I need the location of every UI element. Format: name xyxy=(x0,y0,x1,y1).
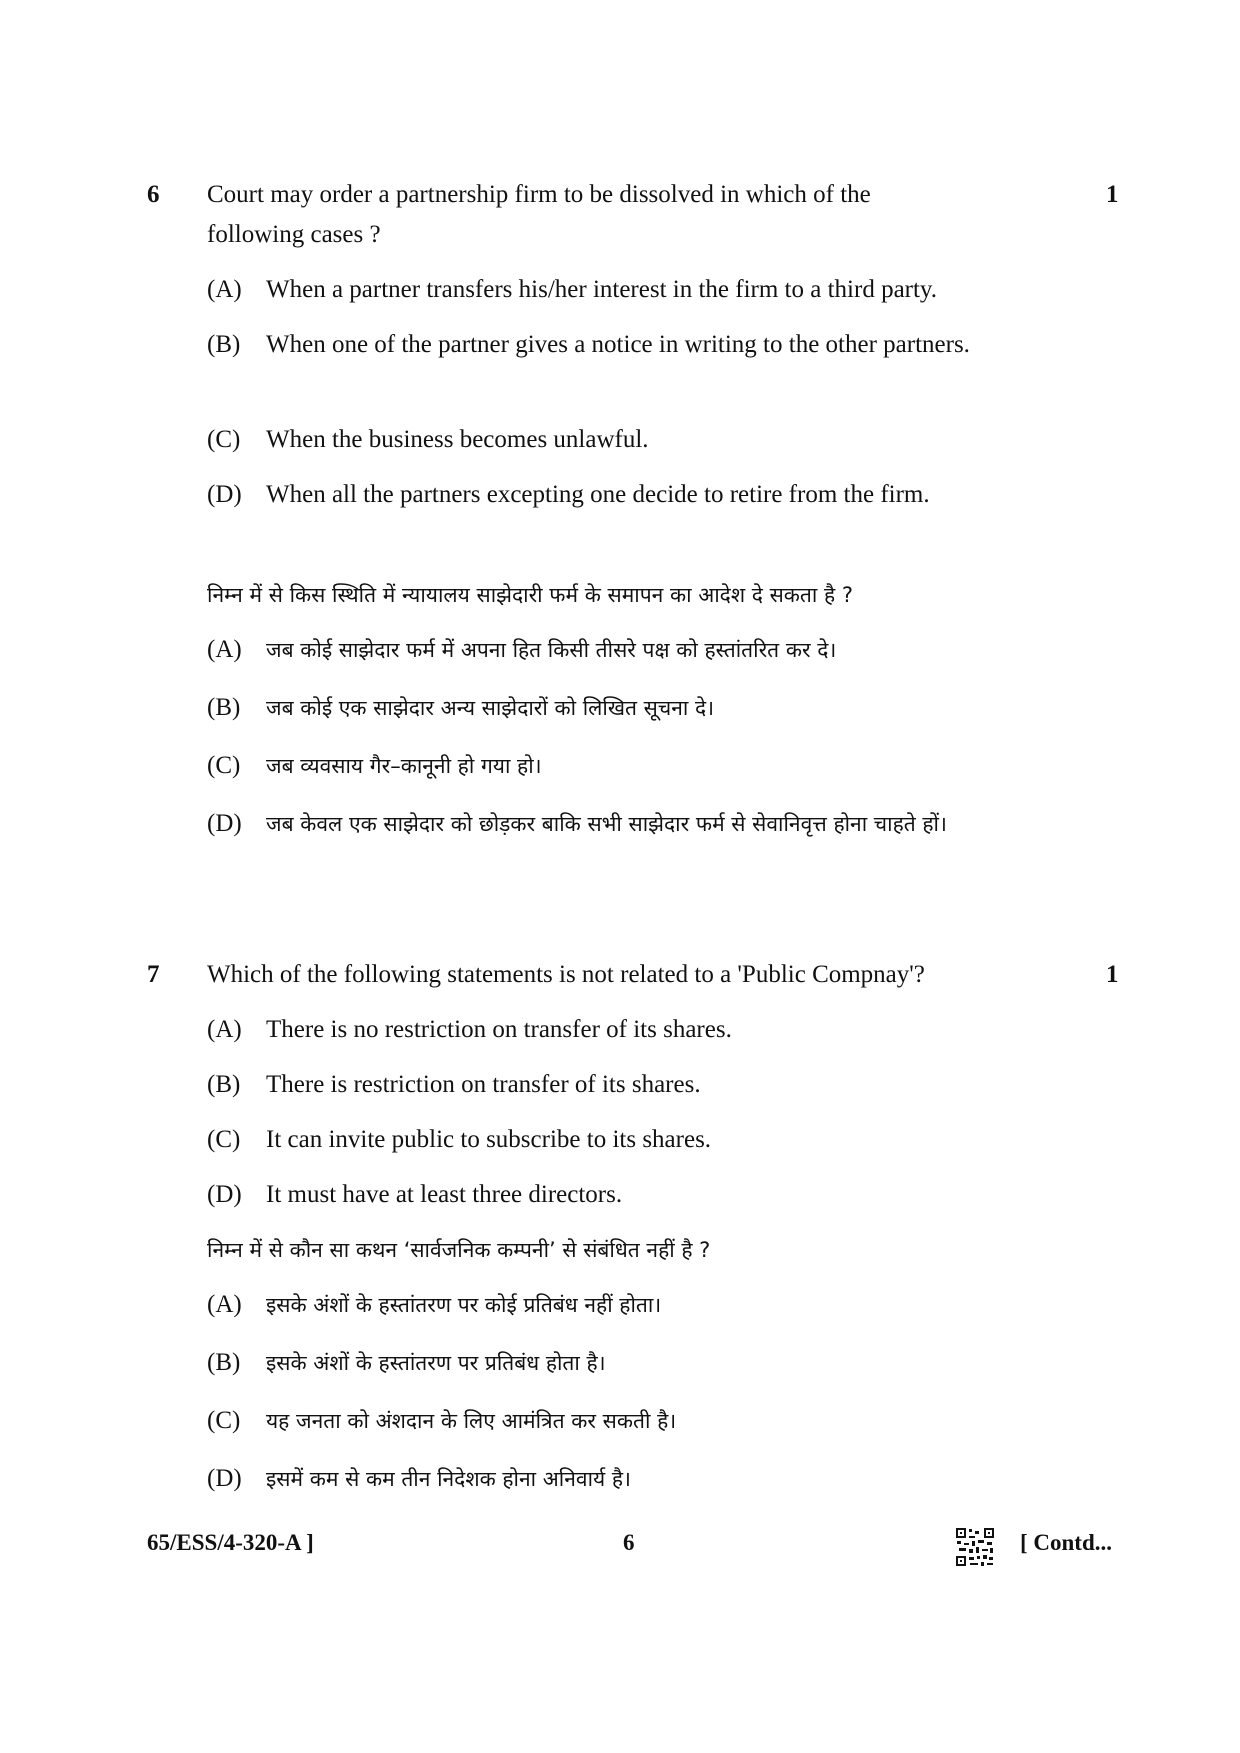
option-text: जब केवल एक साझेदार को छोड़कर बाकि सभी साझेदार फर्म से सेवानिवृत्त होना चाहते हों। xyxy=(266,812,947,836)
question-text-en-line2: following cases ? xyxy=(207,221,381,248)
option-label: (C) xyxy=(207,752,241,779)
option-label: (B) xyxy=(207,1071,241,1098)
option-label: (B) xyxy=(207,694,241,721)
option-text: इसके अंशों के हस्तांतरण पर कोई प्रतिबंध नहीं होता। xyxy=(266,1293,662,1317)
option-text: There is restriction on transfer of its shares. xyxy=(266,1071,701,1098)
option-label: (A) xyxy=(207,276,242,303)
question-text-en: Which of the following statements is not related to a 'Public Compnay'? xyxy=(207,961,925,988)
option-label: (A) xyxy=(207,636,242,663)
option-text: It can invite public to subscribe to its shares. xyxy=(266,1126,712,1153)
option-text: When a partner transfers his/her interest in the firm to a third party. xyxy=(266,276,938,303)
option-label: (B) xyxy=(207,1349,241,1376)
option-label: (D) xyxy=(207,1181,242,1208)
option-text: It must have at least three directors. xyxy=(266,1181,623,1208)
option-label: (C) xyxy=(207,1407,241,1434)
footer-contd: [ Contd... xyxy=(1020,1530,1113,1555)
option-text: जब कोई एक साझेदार अन्य साझेदारों को लिखित सूचना दे। xyxy=(266,696,715,720)
question-text-hi: निम्न में से किस स्थिति में न्यायालय साझेदारी फर्म के समापन का आदेश दे सकता है ? xyxy=(207,583,853,607)
option-label: (D) xyxy=(207,1465,242,1492)
option-label: (A) xyxy=(207,1016,242,1043)
option-label: (C) xyxy=(207,426,241,453)
option-label: (D) xyxy=(207,481,242,508)
option-text: इसमें कम से कम तीन निदेशक होना अनिवार्य है। xyxy=(266,1467,631,1491)
option-label: (A) xyxy=(207,1291,242,1318)
question-text-en-line1: Court may order a partnership firm to be dissolved in which of the xyxy=(207,181,871,208)
question-marks: 1 xyxy=(1106,961,1119,988)
question-text-hi: निम्न में से कौन सा कथन ‘सार्वजनिक कम्पनी’ से संबंधित नहीं है ? xyxy=(207,1238,711,1262)
qr-code-icon xyxy=(955,1527,995,1567)
option-text: There is no restriction on transfer of its shares. xyxy=(266,1016,732,1043)
option-label: (B) xyxy=(207,331,241,358)
option-text: When one of the partner gives a notice in writing to the other partners. xyxy=(266,331,970,358)
question-number: 6 xyxy=(147,181,160,208)
question-number: 7 xyxy=(147,961,160,988)
question-marks: 1 xyxy=(1106,181,1119,208)
option-label: (D) xyxy=(207,810,242,837)
option-label: (C) xyxy=(207,1126,241,1153)
footer-page-number: 6 xyxy=(623,1530,635,1555)
option-text: जब कोई साझेदार फर्म में अपना हित किसी तीसरे पक्ष को हस्तांतरित कर दे। xyxy=(266,638,837,662)
option-text: जब व्यवसाय गैर–कानूनी हो गया हो। xyxy=(266,754,542,778)
option-text: इसके अंशों के हस्तांतरण पर प्रतिबंध होता है। xyxy=(266,1351,606,1375)
option-text: When the business becomes unlawful. xyxy=(266,426,649,453)
footer-code: 65/ESS/4-320-A ] xyxy=(147,1530,314,1555)
option-text: यह जनता को अंशदान के लिए आमंत्रित कर सकती है। xyxy=(266,1409,677,1433)
option-text: When all the partners excepting one decide to retire from the firm. xyxy=(266,481,930,508)
